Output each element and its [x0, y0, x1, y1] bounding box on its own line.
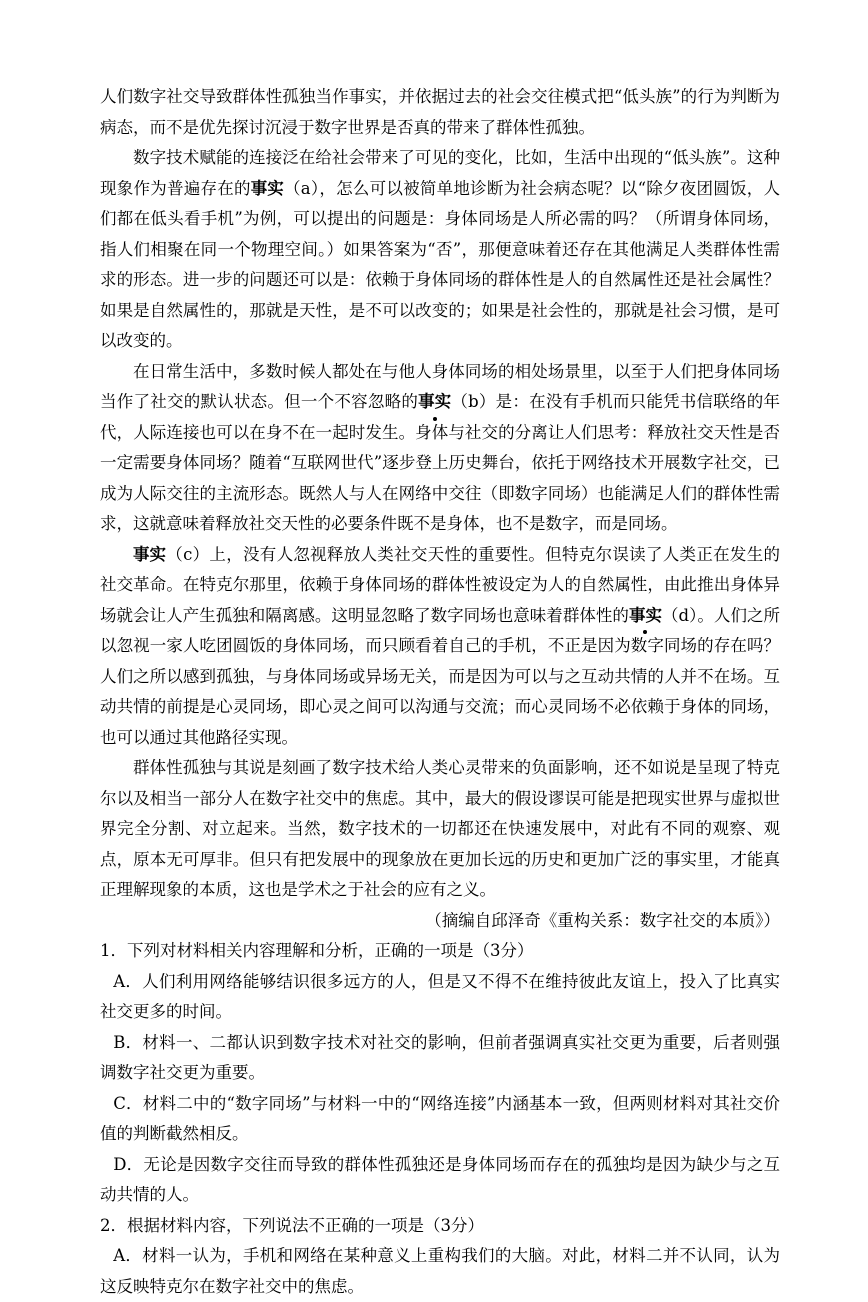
paragraph-3-text-b: （b）是：在没有手机而只能凭书信联络的年代，人际连接也可以在身不在一起时发生。身体与社交的分离让人们思考：释放社交天性是否一定需要身体同场？随着“互联网世代”逐步登上历史舞台，依托于网络技术开展数字社交，已成为人际交往的主流形态。既然人与人在网络中交往（即数字同场）也能满足人们的群体性需求，这就意味着释放社交天性的必要条件既不是身体，也不是数字，而是同场。: [100, 392, 781, 533]
paragraph-3-text-a: 在日常生活中，多数时候人都处在与他人身体同场的相处场景里，以至于人们把身体同场当作了社交的默认状态。但一个不容忽略的: [100, 361, 780, 411]
paragraph-3: [100, 357, 780, 540]
paragraph-2-text-a: 数字技术赋能的连接泛在给社会带来了可见的变化，比如，生活中出现的“低头族”。这种现象作为普遍存在的: [100, 148, 780, 198]
emphasis-fact-c: 事实: [133, 544, 166, 564]
question-1-stem: 1．下列对材料相关内容理解和分析，正确的一项是（3分）: [100, 941, 534, 960]
document-page: [100, 82, 780, 1302]
paragraph-2-text-b: （a），怎么可以被简单地诊断为社会病态呢？以“除夕夜团圆饭，人们都在低头看手机”为例，可以提出的问题是：身体同场是人所必需的吗？（所谓身体同场，指人们相聚在同一个物理空间。）如果答案为“否”，那便意味着还存在其他满足人类群体性需求的形态。进一步的问题还可以是：依赖于身体同场的群体性是人的自然属性还是社会属性？如果是自然属性的，那就是天性，是不可以改变的；如果是社会性的，那就是社会习惯，是可以改变的。: [100, 178, 780, 350]
source-citation: （摘编自邱泽奇《重构关系：数字社交的本质》）: [425, 910, 780, 930]
question-2-option-a: A．材料一认为，手机和网络在某种意义上重构我们的大脑。对此，材料二并不认同，认为这反映特克尔在数字社交中的焦虑。: [100, 1246, 780, 1296]
paragraph-5: 群体性孤独与其说是刻画了数字技术给人类心灵带来的负面影响，还不如说是呈现了特克尔以及相当一部分人在数字社交中的焦虑。其中，最大的假设谬误可能是把现实世界与虚拟世界完全分割、对立起来。当然，数字技术的一切都还在快速发展中，对此有不同的观察、观点，原本无可厚非。但只有把发展中的现象放在更加长远的历史和更加广泛的事实里，才能真正理解现象的本质，这也是学术之于社会的应有之义。: [100, 758, 780, 899]
question-1-option-d: D．无论是因数字交往而导致的群体性孤独还是身体同场而存在的孤独均是因为缺少与之互动共情的人。: [100, 1154, 780, 1204]
question-1-option-c: C．材料二中的“数字同场”与材料一中的“网络连接”内涵基本一致，但两则材料对其社交价值的判断截然相反。: [100, 1093, 780, 1143]
paragraph-2: [100, 143, 780, 357]
question-1-option-a: A．人们利用网络能够结识很多远方的人，但是又不得不在维持彼此友谊上，投入了比真实社交更多的时间。: [100, 971, 780, 1021]
emphasis-dot: [433, 417, 437, 421]
paragraph-4: [100, 540, 780, 754]
emphasis-dot: [643, 630, 647, 634]
emphasis-fact-d: 事实: [629, 601, 662, 632]
question-2-stem: 2．根据材料内容，下列说法不正确的一项是（3分）: [100, 1215, 484, 1235]
paragraph-4-text-b: （d）。人们之所以忽视一家人吃团圆饭的身体同场，而只顾看着自己的手机，不正是因为数字同场的存在吗？人们之所以感到孤独，与身体同场或异场无关，而是因为可以与之互动共情的人并不在场。互动共情的前提是心灵同场，即心灵之间可以沟通与交流；而心灵同场不必依赖于身体的同场，也可以通过其他路径实现。: [100, 605, 781, 747]
question-1-option-b: B．材料一、二都认识到数字技术对社交的影响，但前者强调真实社交更为重要，后者则强调数字社交更为重要。: [100, 1032, 780, 1082]
emphasis-fact-b: 事实: [418, 387, 451, 418]
emphasis-fact-a: 事实: [250, 178, 284, 198]
paragraph-4-text-a: （c）上，没有人忽视释放人类社交天性的重要性。但特克尔误读了人类正在发生的社交革命。在特克尔那里，依赖于身体同场的群体性被设定为人的自然属性，由此推出身体异场就会让人产生孤独和隔离感。这明显忽略了数字同场也意味着群体性的: [100, 544, 780, 625]
paragraph-1: 人们数字社交导致群体性孤独当作事实，并依据过去的社会交往模式把“低头族”的行为判断为病态，而不是优先探讨沉浸于数字世界是否真的带来了群体性孤独。: [100, 87, 780, 137]
